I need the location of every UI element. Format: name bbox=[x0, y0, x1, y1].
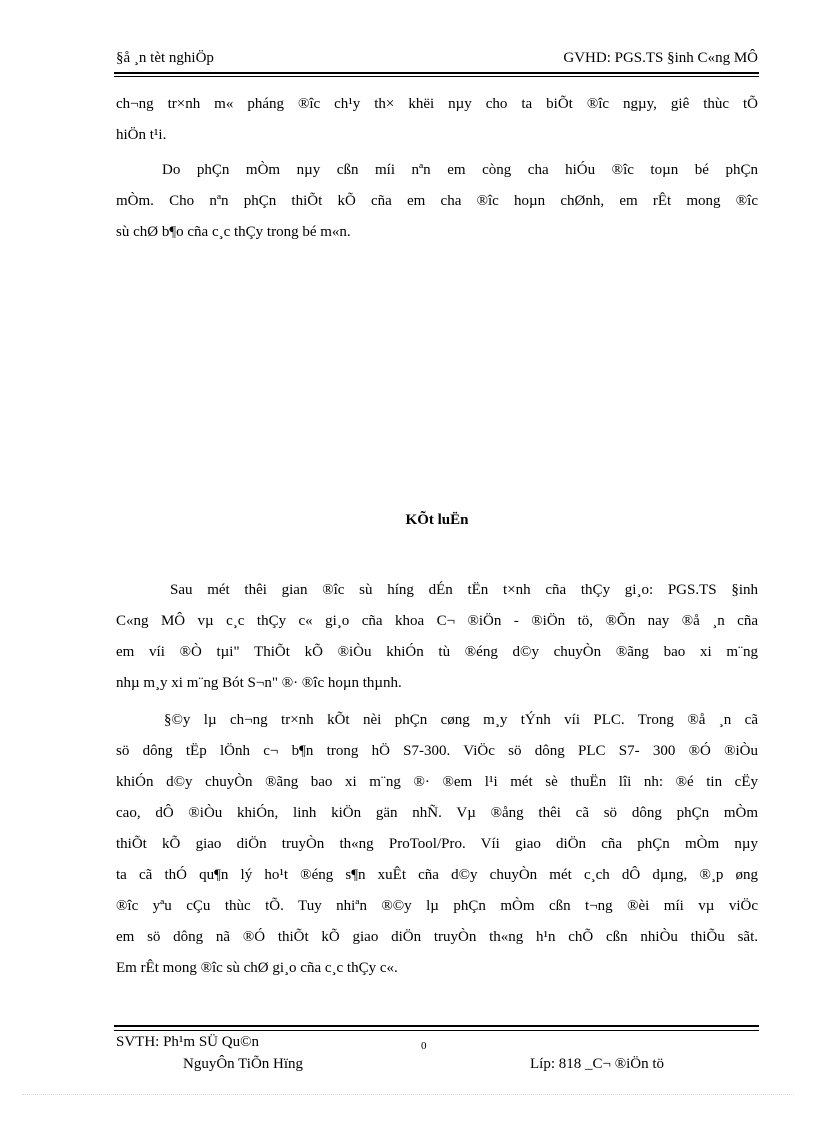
text-line: ch¬ng tr×nh m« pháng ®îc ch¹y th× khëi nµy cho ta biÕt ®îc ngµy, giê thùc tÕ bbox=[116, 96, 758, 112]
conclusion-paragraph-1 bbox=[116, 575, 758, 699]
text-line: hiÖn t¹i. bbox=[116, 127, 167, 143]
section-title: KÕt luËn bbox=[405, 512, 469, 528]
text-line: sù chØ b¶o cña c¸c thÇy trong bé m«n. bbox=[116, 224, 351, 240]
text-line: §©y lµ ch¬ng tr×nh kÕt nèi phÇn cøng m¸y tÝnh víi PLC. Trong ®å ¸n cã bbox=[164, 712, 758, 728]
footer-rule-thin bbox=[114, 1030, 759, 1031]
limitations-paragraph bbox=[116, 155, 758, 248]
footer-rule-thick bbox=[114, 1025, 759, 1027]
header-rule-thin bbox=[114, 76, 759, 77]
text-line: thiÕt kÕ giao diÖn truyÒn th«ng ProTool/Pro. Víi giao diÖn cña phÇn mÒm nµy bbox=[116, 836, 758, 852]
text-line: Do phÇn mÒm nµy cßn míi nªn em còng cha hiÓu ®îc toµn bé phÇn bbox=[162, 162, 758, 178]
text-line: cao, dÔ ®iÒu khiÓn, linh kiÖn gän nhÑ. Vµ ®ång thêi cã sö dông phÇn mÒm bbox=[116, 805, 758, 821]
text-line: Sau mét thêi gian ®îc sù híng dÉn tËn t×nh cña thÇy gi¸o: PGS.TS §inh bbox=[170, 582, 758, 598]
page-number: 0 bbox=[421, 1040, 427, 1052]
page-edge-dotted-line bbox=[22, 1094, 794, 1095]
text-line: mÒm. Cho nªn phÇn thiÕt kÕ cña em cha ®îc hoµn chØnh, em rÊt mong ®îc bbox=[116, 193, 758, 209]
text-line: sö dông tËp lÖnh c¬ b¶n trong hÖ S7-300. ViÖc sö dông PLC S7- 300 ®Ó ®iÒu bbox=[116, 743, 758, 759]
text-line: em sö dông nã ®Ó thiÕt kÕ giao diÖn truyÒn th«ng h¹n chÕ cßn nhiÒu thiÕu sãt. bbox=[116, 929, 758, 945]
intro-paragraph bbox=[116, 89, 758, 151]
header-rule-thick bbox=[114, 72, 759, 74]
text-line: Em rÊt mong ®îc sù chØ gi¸o cña c¸c thÇy c«. bbox=[116, 960, 398, 976]
header-project-label: §å ¸n tèt nghiÖp bbox=[116, 50, 214, 66]
footer-students: SVTH: Ph¹m SÜ Qu©n bbox=[116, 1034, 259, 1050]
footer-class: Líp: 818 _C¬ ®iÖn tö bbox=[530, 1056, 665, 1072]
text-line: khiÓn d©y chuyÒn ®ãng bao xi m¨ng ®· ®em l¹i mét sè thuËn lîi nh: ®é tin cËy bbox=[116, 774, 758, 790]
header-supervisor: GVHD: PGS.TS §inh C«ng MÔ bbox=[563, 50, 758, 66]
text-line: C«ng MÔ vµ c¸c thÇy c« gi¸o cña khoa C¬ ®iÖn - ®iÖn tö, ®Õn nay ®å ¸n cña bbox=[116, 613, 758, 629]
text-line: ®îc yªu cÇu thùc tÕ. Tuy nhiªn ®©y lµ phÇn mÒm cßn t¬ng ®èi míi vµ viÖc bbox=[116, 898, 758, 914]
text-line: em víi ®Ò tµi" ThiÕt kÕ ®iÒu khiÓn tù ®éng d©y chuyÒn ®ãng bao xi m¨ng bbox=[116, 644, 758, 660]
page-header bbox=[116, 50, 758, 72]
conclusion-paragraph-2 bbox=[116, 705, 758, 984]
text-line: nhµ m¸y xi m¨ng Bót S¬n" ®· ®îc hoµn thµnh. bbox=[116, 675, 402, 691]
text-line: ta cã thÓ qu¶n lý ho¹t ®éng s¶n xuÊt cña d©y chuyÒn mét c¸ch dÔ dµng, ®¸p øng bbox=[116, 867, 758, 883]
footer-student-2: NguyÔn TiÕn Hïng bbox=[183, 1056, 304, 1072]
